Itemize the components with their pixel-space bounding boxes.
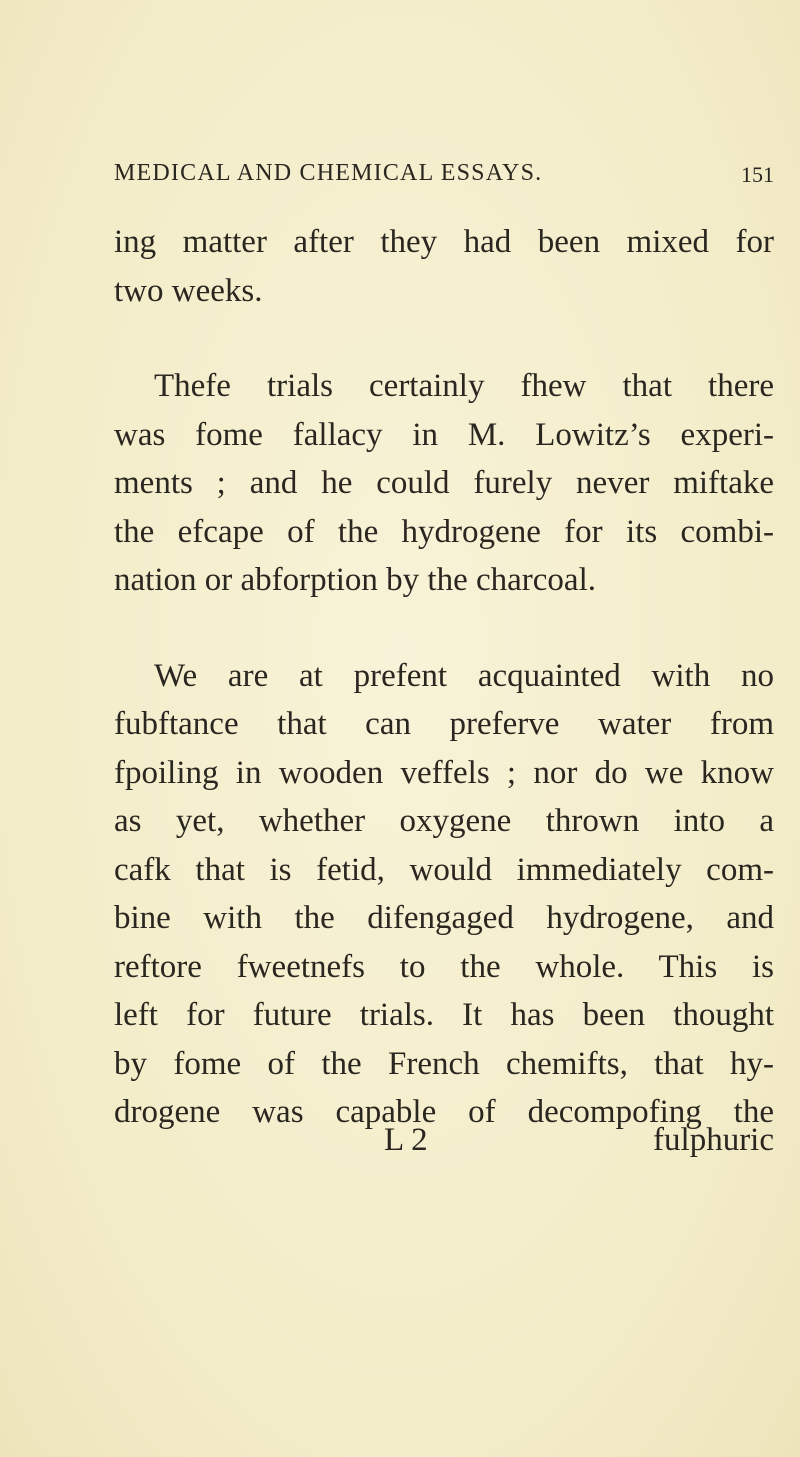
paragraph-2 [114, 362, 774, 605]
text-line: as yet, whether oxygene thrown into a [114, 803, 774, 839]
catchword: fulphuric [653, 1122, 774, 1158]
page-header [114, 160, 774, 196]
text-line: We are at prefent acquainted with no [154, 657, 774, 694]
text-line: Thefe trials certainly fhew that there [154, 368, 774, 404]
running-head: MEDICAL AND CHEMICAL ESSAYS. [114, 160, 543, 186]
text-line: the efcape of the hydrogene for its combi- [114, 513, 774, 550]
paragraph-1 [114, 218, 774, 315]
page-footer [114, 1122, 774, 1170]
text-line: cafk that is fetid, would immediately com- [114, 851, 774, 888]
text-line: reftore fweetnefs to the whole. This is [114, 948, 774, 985]
text-line: nation or abforption by the charcoal. [114, 562, 596, 598]
signature-mark: L 2 [384, 1122, 428, 1158]
text-line: drogene was capable of decompofing the [114, 1094, 774, 1130]
text-line: bine with the difengaged hydrogene, and [114, 900, 774, 936]
body-text [114, 218, 774, 1184]
page-number: 151 [741, 162, 774, 187]
paragraph-3 [114, 652, 774, 1137]
text-line: fubftance that can preferve water from [114, 706, 774, 742]
text-line: left for future trials. It has been thought [114, 997, 774, 1033]
text-line: fpoiling in wooden veffels ; nor do we know [114, 754, 774, 791]
text-line: was fome fallacy in M. Lowitz’s experi- [114, 416, 774, 453]
text-line: by fome of the French chemifts, that hy- [114, 1045, 774, 1082]
text-line: ments ; and he could furely never miftake [114, 465, 774, 501]
text-line: two weeks. [114, 272, 263, 309]
text-line: ing matter after they had been mixed for [114, 224, 774, 260]
